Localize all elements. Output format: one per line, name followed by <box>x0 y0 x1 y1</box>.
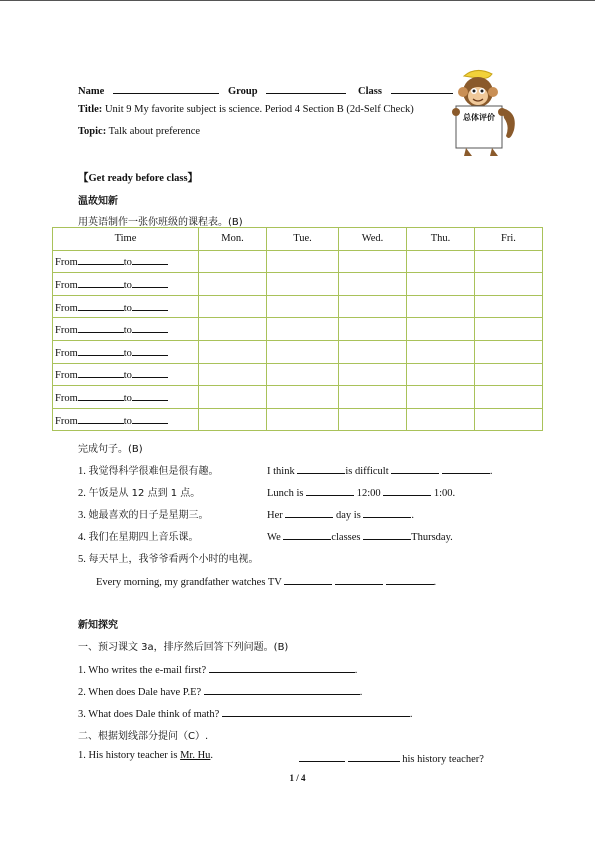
to-blank[interactable] <box>132 413 168 424</box>
header-mon: Mon. <box>199 228 267 251</box>
class-cell[interactable] <box>199 318 267 341</box>
time-cell[interactable]: From to <box>53 295 199 318</box>
from-blank[interactable] <box>78 367 124 378</box>
timetable-row <box>53 408 543 431</box>
class-cell[interactable] <box>407 386 475 409</box>
class-cell[interactable] <box>407 273 475 296</box>
class-cell[interactable] <box>407 408 475 431</box>
time-cell[interactable]: From to <box>53 250 199 273</box>
class-cell[interactable] <box>339 295 407 318</box>
question-3: 3. What does Dale think of math? . <box>78 705 412 720</box>
timetable-row <box>53 340 543 363</box>
time-cell[interactable]: From to <box>53 273 199 296</box>
monkey-evaluation-badge <box>448 68 520 160</box>
sentence-4: 4. 我们在星期四上音乐课。 <box>78 532 199 543</box>
blank[interactable] <box>391 462 439 474</box>
class-cell[interactable] <box>407 250 475 273</box>
to-blank[interactable] <box>132 367 168 378</box>
answer-blank[interactable] <box>299 750 345 762</box>
blank[interactable] <box>297 462 345 474</box>
timetable-row <box>53 250 543 273</box>
blank[interactable] <box>442 462 490 474</box>
q2-instruction: 二、根据划线部分提问（C）. <box>78 731 209 742</box>
timetable-row <box>53 295 543 318</box>
from-blank[interactable] <box>78 413 124 424</box>
header-thu: Thu. <box>407 228 475 251</box>
title-line: Title: Unit 9 My favorite subject is science. Period 4 Section B (2d-Self Check) <box>78 104 414 115</box>
class-cell[interactable] <box>199 250 267 273</box>
class-cell[interactable] <box>339 340 407 363</box>
blank[interactable] <box>386 573 434 585</box>
class-blank[interactable] <box>391 82 453 94</box>
time-cell[interactable]: From to <box>53 318 199 341</box>
to-blank[interactable] <box>132 322 168 333</box>
class-cell[interactable] <box>267 386 339 409</box>
blank[interactable] <box>335 573 383 585</box>
to-blank[interactable] <box>132 345 168 356</box>
class-cell[interactable] <box>199 340 267 363</box>
to-blank[interactable] <box>132 300 168 311</box>
sentences-instruction: 完成句子。(B) <box>78 444 143 455</box>
blank[interactable] <box>283 528 331 540</box>
time-cell[interactable]: From to <box>53 340 199 363</box>
class-cell[interactable] <box>475 386 543 409</box>
class-cell[interactable] <box>339 273 407 296</box>
answer-blank[interactable] <box>222 705 410 717</box>
name-blank[interactable] <box>113 82 219 94</box>
class-cell[interactable] <box>199 363 267 386</box>
from-blank[interactable] <box>78 300 124 311</box>
question-1: 1. Who writes the e-mail first? . <box>78 661 357 676</box>
sentence-1-answer: I think is difficult . <box>267 462 492 477</box>
blank[interactable] <box>363 506 411 518</box>
answer-blank[interactable] <box>209 661 355 673</box>
class-cell[interactable] <box>267 273 339 296</box>
class-cell[interactable] <box>475 250 543 273</box>
class-cell[interactable] <box>339 318 407 341</box>
class-cell[interactable] <box>407 363 475 386</box>
class-cell[interactable] <box>199 273 267 296</box>
get-ready-heading: 【Get ready before class】 <box>78 173 199 184</box>
blank[interactable] <box>383 484 431 496</box>
sentence-3-answer: Her day is . <box>267 506 414 521</box>
top-rule <box>0 0 595 1</box>
class-cell[interactable] <box>339 250 407 273</box>
class-cell[interactable] <box>475 295 543 318</box>
underlined-phrase: Mr. Hu <box>180 750 211 761</box>
sentence-2-answer: Lunch is 12:00 1:00. <box>267 484 455 499</box>
class-cell[interactable] <box>199 408 267 431</box>
header-tue: Tue. <box>267 228 339 251</box>
table-instruction: 用英语制作一张你班级的课程表。(B) <box>78 217 243 228</box>
q1-instruction: 一、预习课文 3a，排序然后回答下列问题。(B) <box>78 642 289 653</box>
sentence-4-answer: We classes Thursday. <box>267 528 453 543</box>
from-blank[interactable] <box>78 322 124 333</box>
class-cell[interactable] <box>475 340 543 363</box>
answer-blank[interactable] <box>204 683 360 695</box>
sentence-5: 5. 每天早上，我爷爷看两个小时的电视。 <box>78 554 259 565</box>
blank[interactable] <box>284 573 332 585</box>
timetable-row <box>53 318 543 341</box>
class-cell[interactable] <box>267 363 339 386</box>
timetable-row <box>53 273 543 296</box>
header-fri: Fri. <box>475 228 543 251</box>
sentence-1: 1. 我觉得科学很难但是很有趣。 <box>78 466 219 477</box>
class-cell[interactable] <box>267 295 339 318</box>
time-cell[interactable]: From to <box>53 408 199 431</box>
page-number: 1 / 4 <box>289 773 306 783</box>
from-blank[interactable] <box>78 277 124 288</box>
to-blank[interactable] <box>132 254 168 265</box>
timetable <box>52 227 543 431</box>
answer-blank[interactable] <box>348 750 400 762</box>
question-2: 2. When does Dale have P.E? . <box>78 683 362 698</box>
class-cell[interactable] <box>199 386 267 409</box>
from-blank[interactable] <box>78 390 124 401</box>
class-cell[interactable] <box>475 363 543 386</box>
new-knowledge-heading: 新知探究 <box>78 620 118 631</box>
class-cell[interactable] <box>267 250 339 273</box>
header-time: Time <box>53 228 199 251</box>
sentence-5-answer: Every morning, my grandfather watches TV . <box>96 573 436 588</box>
class-cell[interactable] <box>407 318 475 341</box>
class-cell[interactable] <box>407 340 475 363</box>
underline-question-1: 1. His history teacher is Mr. Hu. <box>78 750 214 761</box>
from-blank[interactable] <box>78 345 124 356</box>
blank[interactable] <box>306 484 354 496</box>
sentence-2: 2. 午饭是从 12 点到 1 点。 <box>78 488 201 499</box>
badge-text: 总体评价 <box>463 113 495 122</box>
class-cell[interactable] <box>475 408 543 431</box>
timetable-header-row <box>53 228 543 251</box>
review-heading: 温故知新 <box>78 196 118 207</box>
class-cell[interactable] <box>475 273 543 296</box>
class-cell[interactable] <box>339 408 407 431</box>
class-cell[interactable] <box>199 295 267 318</box>
class-field: Class <box>358 82 453 97</box>
group-field: Group <box>228 82 346 97</box>
class-cell[interactable] <box>407 295 475 318</box>
class-cell[interactable] <box>339 363 407 386</box>
time-cell[interactable]: From to <box>53 363 199 386</box>
header-wed: Wed. <box>339 228 407 251</box>
blank[interactable] <box>363 528 411 540</box>
group-blank[interactable] <box>266 82 346 94</box>
timetable-row <box>53 386 543 409</box>
class-cell[interactable] <box>267 318 339 341</box>
sentence-3: 3. 她最喜欢的日子是星期三。 <box>78 510 209 521</box>
class-cell[interactable] <box>475 318 543 341</box>
class-cell[interactable] <box>267 408 339 431</box>
underline-question-1-answer: his history teacher? <box>299 750 484 765</box>
blank[interactable] <box>285 506 333 518</box>
class-cell[interactable] <box>339 386 407 409</box>
from-blank[interactable] <box>78 254 124 265</box>
name-field: Name <box>78 82 219 97</box>
to-blank[interactable] <box>132 390 168 401</box>
topic-line: Topic: Talk about preference <box>78 126 201 137</box>
class-cell[interactable] <box>267 340 339 363</box>
to-blank[interactable] <box>132 277 168 288</box>
time-cell[interactable]: From to <box>53 386 199 409</box>
timetable-row <box>53 363 543 386</box>
